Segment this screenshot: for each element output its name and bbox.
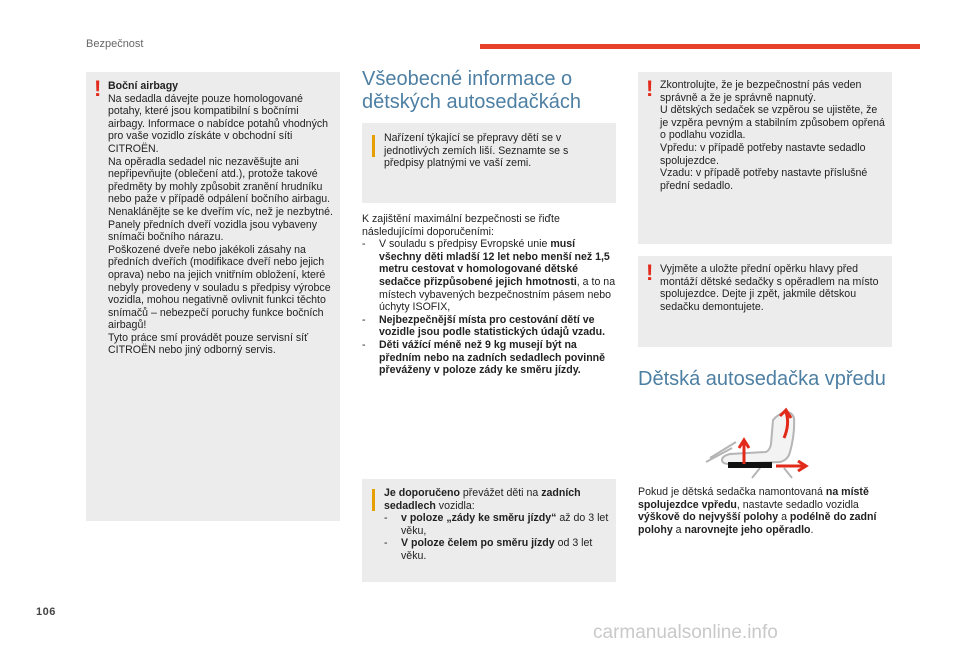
list-item: - Děti vážící méně než 9 kg musejí být na předním nebo na zadních sedadlech povinně převáženy v poloze zády ke směru jízdy. — [362, 338, 606, 377]
list-item: - v poloze „zády ke směru jízdy“ až do 3 let věku, — [384, 512, 609, 537]
header-accent-bar — [480, 44, 920, 49]
seat-adjustment-illustration — [700, 404, 830, 480]
seat-icon — [706, 412, 794, 478]
exclamation-icon: ! — [646, 76, 654, 101]
exclamation-icon: ! — [94, 76, 102, 101]
section-title: Bezpečnost — [86, 38, 144, 50]
general-info-heading: Všeobecné informace o dětských autosedačkách — [362, 68, 582, 113]
rear-seats-info-box: Je doporučeno převážet děti na zadních sedadlech vozidla: - v poloze „zády ke směru jízdy“ až do 3 let věku, - V poloze čelem po směru jízdy od 3 let věku. — [362, 479, 616, 582]
headrest-text: Vyjměte a uložte přední opěrku hlavy před montáží dětské sedačky s opěradlem na místo spolujezdce. Dejte ji zpět, jakmile dětskou sedačku demontujete. — [660, 263, 879, 313]
recommendations-list — [362, 238, 618, 377]
headrest-warning-box — [638, 256, 892, 347]
recommendations-intro: K zajištění maximální bezpečnosti se řiďte následujícími doporučeními: — [362, 213, 560, 238]
side-airbags-text: Na sedadla dávejte pouze homologované potahy, které jsou kompatibilní s bočními airbagy. Informace o nabídce potahů vhodných pro vaše vozidlo získáte v obchodní síti CITROËN. Na opěradla sedadel nic nezavěšujte ani nepřipevňujte (oblečení atd.), protože takové předměty by mohly způsobit zranění hrudníku nebo paže v případě odpálení bočního airbagu. Nenaklánějte se ke dveřím víc, než je nezbytné. Panely předních dveří vozidla jsou vybaveny snímači bočního nárazu. Poškozené dveře nebo jakékoli zásahy na předních dveřích (modifikace dveří nebo jejich oprava) nebo na jejich vnitřním obložení, které nebyly provedeny v souladu s předpisy výrobce vozidla, mohou negativně ovlivnit funkci těchto snímačů – nebezpečí poruchy funkce bočních airbagů! Tyto práce smí provádět pouze servisní síť CITROËN nebo jiný odborný servis. — [108, 92, 333, 357]
seatbelt-check-text: Zkontrolujte, že je bezpečnostní pás veden správně a že je správně napnutý. U dětských sedaček se vzpěrou se ujistěte, že je vzpěra pevným a stabilním způsobem opřená o podlahu vozidla. Vpředu: v případě potřeby nastavte sedadlo spolujezdce. Vzadu: v případě potřeby nastavte příslušné přední sedadlo. — [660, 79, 885, 192]
seat-base-marker — [728, 462, 772, 468]
seatbelt-check-warning-box — [638, 72, 892, 244]
regulations-text: Nařízení týkající se přepravy dětí se v jednotlivých zemích liší. Seznamte se s předpisy platnými ve vaší zemi. — [384, 132, 569, 170]
exclamation-icon: ! — [646, 260, 654, 285]
front-child-seat-heading: Dětská autosedačka vpředu — [638, 368, 886, 390]
regulations-info-box — [362, 123, 616, 203]
watermark: carmanualsonline.info — [593, 622, 778, 643]
side-airbags-warning-box — [86, 72, 340, 521]
page-number: 106 — [36, 606, 56, 618]
list-item: - V souladu s předpisy Evropské unie musí všechny děti mladší 12 let nebo menší než 1,5 metru cestovat v homologované dětské sedačce přizpůsobené jejich hmotnosti, a to na místech vybavených bezpečnostním pásem nebo úchyty ISOFIX, — [362, 238, 616, 314]
info-icon — [372, 489, 375, 511]
side-airbags-title: Boční airbagy — [108, 80, 179, 92]
list-item: - V poloze čelem po směru jízdy od 3 let věku. — [384, 537, 593, 562]
list-item: - Nejbezpečnější místa pro cestování dětí ve vozidle jsou podle statistických údajů vzadu. — [362, 313, 606, 339]
front-seat-instructions: Pokud je dětská sedačka namontovaná na místě spolujezdce vpředu, nastavte sedadlo vozidla výškově do nejvyšší polohy a podélně do zadní polohy a narovnejte jeho opěradlo. — [638, 486, 877, 536]
info-icon — [372, 135, 375, 157]
